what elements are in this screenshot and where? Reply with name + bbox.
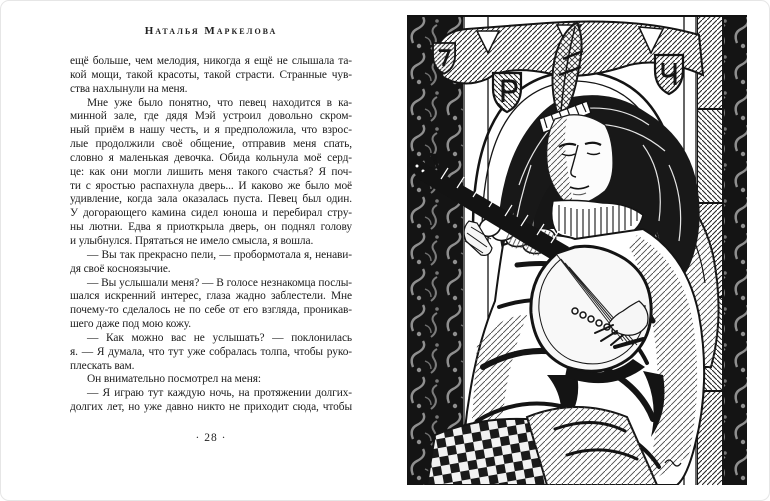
- author-header: Наталья Маркелова: [144, 25, 278, 37]
- face: [547, 115, 613, 206]
- text-line: лые продолжили своё общение, отправив меня спать,: [70, 138, 352, 151]
- text-line: це: как они могли лишить меня такого счастья? Я поч-: [70, 165, 352, 178]
- text-line: — Вы услышали меня? — В голосе незнакомца послы-: [87, 276, 352, 289]
- text-line: дя своё косноязычие.: [70, 262, 171, 275]
- text-line: ти с яростью распахнула дверь... И каково же было моё: [70, 179, 352, 192]
- text-line: минной зале, где дядя Мэй устроил довольно скром-: [70, 110, 352, 123]
- page-left: [1, 1, 386, 501]
- text-line: — Как можно вас не услышать? — поклонилась: [87, 331, 352, 344]
- text-line: кой мощи, такой красоты, такой страсти. Странные чув-: [70, 68, 352, 81]
- text-line: почему-то сделалось не по себе от его взгляда, проникав-: [70, 304, 352, 317]
- page-right: [386, 1, 770, 501]
- text-line: долгих лет, но уже давно никто не приходит сюда, чтобы: [70, 401, 352, 414]
- text-line: я. — Я думала, что тут уже собралась толпа, чтобы руко-: [70, 345, 352, 358]
- text-line: ны лютни. Едва я приоткрыла дверь, он поднял голову: [70, 221, 352, 234]
- text-line: У догорающего камина сидел юноша и перебирал стру-: [70, 207, 352, 220]
- page-number: · 28 ·: [195, 432, 227, 444]
- text-line: Он внимательно посмотрел на меня:: [87, 373, 261, 386]
- text-column: [70, 55, 352, 415]
- text-line: — Вы так прекрасно пели, — пробормотала я, ненави-: [87, 248, 352, 261]
- text-line: шался искренний интерес, глаза жадно заблестели. Мне: [70, 290, 352, 303]
- text-line: шего даже под мою кожу.: [70, 318, 191, 331]
- text-line: удивление, когда зала оказалась пуста. Певец был один.: [70, 193, 352, 206]
- text-line: ный приём в нашу честь, и я предположила, что взрос-: [70, 124, 352, 137]
- text-line: и улыбнулся. Прятаться не имело смысла, я вошла.: [70, 234, 314, 247]
- text-line: словно я маленькая девочка. Обида кольнула моё серд-: [70, 151, 352, 164]
- text-line: плескать вам.: [70, 359, 135, 372]
- illustration-engraving: [407, 15, 747, 485]
- text-line: — Я играю тут каждую ночь, на протяжении долгих-: [87, 387, 352, 400]
- text-line: Мне уже было понятно, что певец находится в ка-: [87, 96, 352, 109]
- text-line: ещё больше, чем мелодия, никогда я ещё не слышала та-: [70, 55, 352, 67]
- text-line: ства нахлынули на меня.: [70, 82, 188, 95]
- damask-curtain-right: [723, 15, 747, 485]
- damask-curtain-left: [407, 15, 463, 485]
